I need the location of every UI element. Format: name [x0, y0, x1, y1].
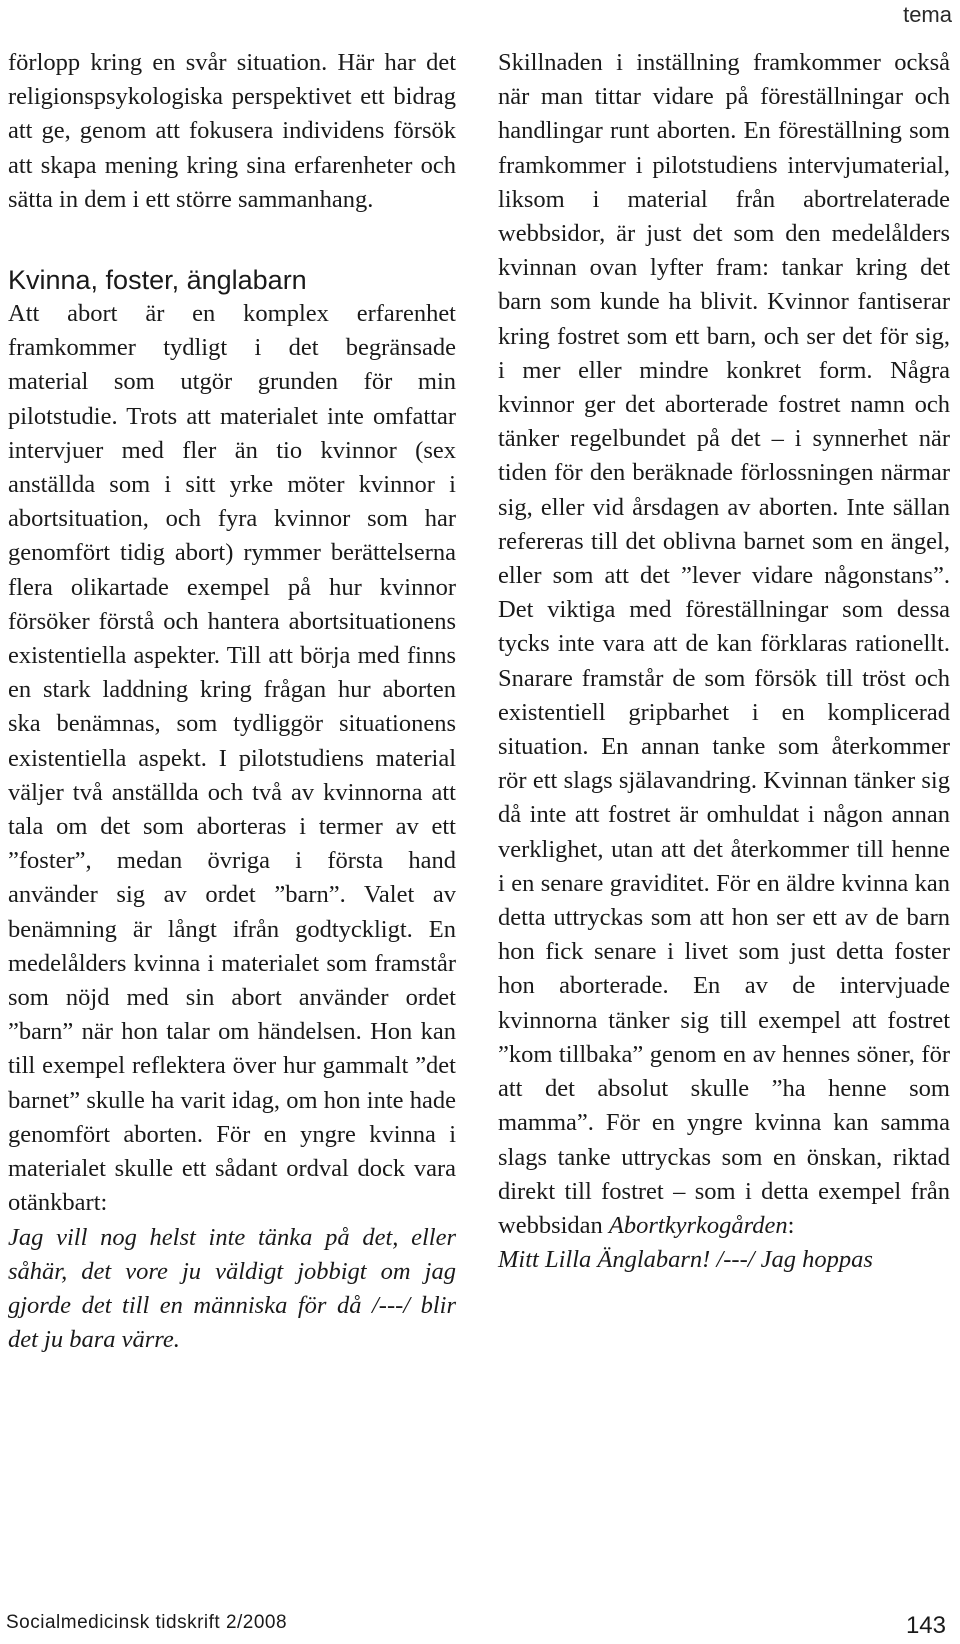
journal-footer: Socialmedicinsk tidskrift 2/2008 — [6, 1612, 288, 1633]
left-column — [8, 46, 456, 1357]
right-paragraph-end: : — [787, 1211, 795, 1239]
section-heading: Kvinna, foster, änglabarn — [8, 265, 307, 296]
right-paragraph — [498, 46, 950, 1243]
right-quote: Mitt Lilla Änglabarn! /---/ Jag hoppas — [498, 1246, 873, 1274]
page-number: 143 — [905, 1612, 946, 1639]
right-column — [498, 46, 950, 1277]
section-tag: tema — [903, 2, 952, 27]
website-name: Abortkyrkogården — [608, 1211, 788, 1239]
right-paragraph-text: Skillnaden i inställning framkommer också när man tittar vidare på föreställningar och handlingar runt aborten. En föreställning som framkommer i pilotstudiens intervjumaterial, liksom i material från abortrelaterade webbsidor, är just det som den medelålders kvinnan ovan lyfter fram: tankar kring det barn som kunde ha blivit. Kvinnor fantiserar kring fostret som ett barn, och ser det för sig, i mer eller mindre konkret form. Några kvinnor ger det aborterade fostret namn och tänker regelbundet på det – i synnerhet när tiden för den beräknade förlossningen närmar sig, eller vid årsdagen av aborten. Inte sällan refereras till det oblivna barnet som en ängel, eller som att det ”lever vidare någonstans”. Det viktiga med föreställningar som dessa tycks inte vara att de kan förklaras rationellt. Snarare framstår de som försök till tröst och existentiell gripbarhet i en komplicerad situation. En annan tanke som återkommer rör ett slags själavandring. Kvinnan tänker sig då inte att fostret är omhuldat i någon annan verklighet, utan att det återkommer till henne i en senare graviditet. För en äldre kvinna kan detta uttryckas som att hon ser ett av de barn hon fick senare i livet som just detta foster hon aborterade. En av de intervjuade kvinnorna tänker sig till exempel att fostret ”kom tillbaka” genom en av hennes söner, för att det absolut skulle ”ha henne som mamma”. För en yngre kvinna kan samma slags tanke uttryckas som en önskan, riktad direkt till fostret – som i detta exempel från webbsidan — [498, 49, 950, 1239]
block-quote: Jag vill nog helst inte tänka på det, eller såhär, det vore ju väldigt jobbigt om jag gjorde det till en människa för då /---/ blir det ju bara värre. — [8, 1223, 456, 1354]
intro-paragraph: förlopp kring en svår situation. Här har det religionspsykologiska perspektivet ett bidrag att ge, genom att fokusera individens försök att skapa mening kring sina erfarenheter och sätta in dem i ett större sammanhang. — [8, 49, 456, 213]
body-paragraph: Att abort är en komplex erfarenhet framkommer tydligt i det begränsade material som utgör grunden för min pilotstudie. Trots att materialet inte omfattar intervjuer med fler än tio kvinnor (sex anställda som i sitt yrke möter kvinnor i abortsituation, och fyra kvinnor som har genomfört tidig abort) rymmer berättelserna flera olikartade exempel på hur kvinnor försöker förstå och hantera abortsituationens existentiella aspekter. Till att börja med finns en stark laddning kring frågan hur aborten ska benämnas, som tydliggör situationens existentiella aspekt. I pilotstudiens material väljer två anställda och två av kvinnorna att tala om det som aborteras i termer av ett ”foster”, medan övriga i första hand använder sig av ordet ”barn”. Valet av benämning är långt ifrån godtyckligt. En medelålders kvinna i materialet som framstår som nöjd med sin abort använder ordet ”barn” när hon talar om händelsen. Hon kan till exempel reflektera över hur gammalt ”det barnet” skulle ha varit idag, om hon inte hade genomfört aborten. För en yngre kvinna i materialet skulle ett sådant ordval dock vara otänkbart: — [8, 300, 456, 1217]
